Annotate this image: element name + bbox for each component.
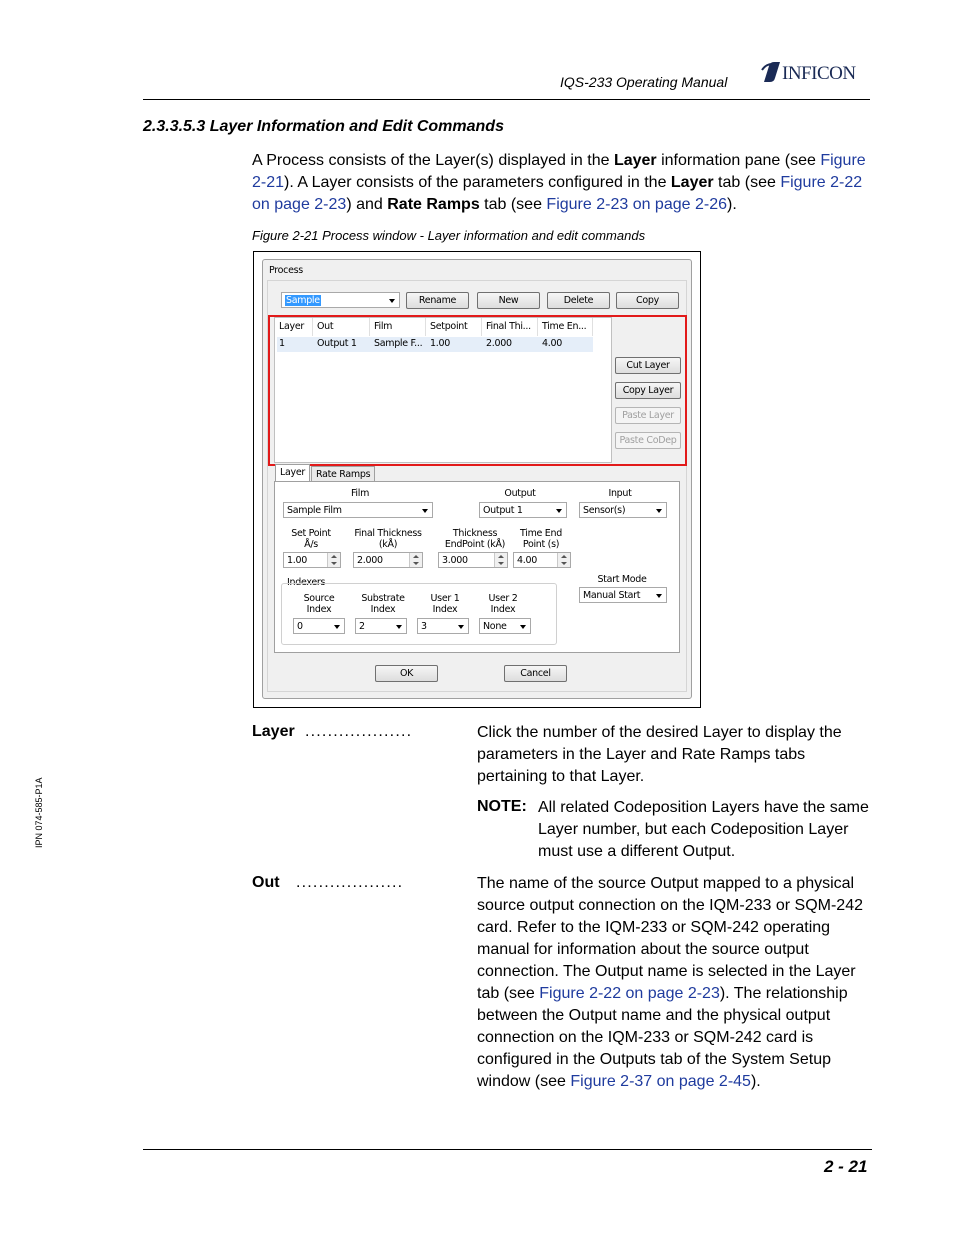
spinner-icon[interactable] [557,553,570,567]
figure-2-22-link[interactable]: Figure 2-22 on page 2-23 [252,174,863,213]
final-thickness-value: 2.000 [357,555,383,566]
spinner-icon[interactable] [494,553,507,567]
window-title: Process [269,265,303,276]
intro-bold: Layer [613,152,657,169]
column-header[interactable]: Time En... [538,318,593,336]
user2-index-value: None [483,621,507,632]
start-mode-select[interactable] [579,587,667,603]
start-mode-value: Manual Start [583,590,641,601]
figure-2-37-link[interactable]: Figure 2-37 on page 2-45 [570,1073,751,1090]
substrate-index-select[interactable] [355,618,407,634]
setpoint-input[interactable] [283,552,341,568]
column-header[interactable]: Setpoint [426,318,482,336]
layer-tab-pane [274,481,680,653]
chevron-down-icon [520,625,526,629]
intro-text: ) and [346,196,388,213]
spinner-icon[interactable] [327,553,340,567]
figure-2-22-link[interactable]: Figure 2-22 on page 2-23 [539,985,720,1002]
time-endpoint-value: 4.00 [517,555,537,566]
cancel-button[interactable]: Cancel [504,665,567,682]
inficon-logo [760,60,872,86]
output-label: Output [504,488,536,499]
intro-bold: Layer [670,174,714,191]
setpoint-value: 1.00 [287,555,307,566]
final-thickness-label: Final Thickness (kÅ) [354,528,422,550]
leader-dots: ................... [305,723,413,740]
spinner-icon[interactable] [409,553,422,567]
intro-text: information pane (see [656,152,821,169]
process-select-value: Sample [286,295,320,306]
indexers-label: Indexers [287,577,326,588]
chevron-down-icon [396,625,402,629]
section-heading: 2.3.3.5.3 Layer Information and Edit Commands [143,118,504,135]
chevron-down-icon [389,299,395,303]
new-button[interactable]: New [477,292,540,309]
chevron-down-icon [656,509,662,513]
out-definition-text: ). The relationship between the Output name and the physical output connection on the IQM-233 or SQM-242 card is configured in the Outputs tab of the System Setup window (see [477,985,848,1090]
figure-caption: Figure 2-21 Process window - Layer information and edit commands [252,228,646,243]
column-header[interactable]: Final Thi... [482,318,538,336]
table-cell: Sample F... [374,338,423,349]
copy-layer-button[interactable]: Copy Layer [615,382,681,399]
input-label: Input [608,488,632,499]
intro-text: tab (see [713,174,781,191]
out-definition-text: The name of the source Output mapped to a physical source output connection on the IQM-233 or SQM-242 card. Refer to the IQM-233 or SQM-242 operating manual for information about the source output connection. The Output name is selected in the Layer tab (see [477,875,863,1002]
note-text: All related Codeposition Layers have the same Layer number, but each Codeposition Layer must use a different Output. [538,799,869,860]
input-select-value: Sensor(s) [583,505,626,516]
substrate-index-value: 2 [359,621,365,632]
intro-text: ). [727,196,737,213]
input-select[interactable] [579,502,667,518]
leader-dots: ................... [296,874,404,891]
output-select[interactable] [479,502,567,518]
ok-button[interactable]: OK [375,665,438,682]
intro-bold: Rate Ramps [387,196,480,213]
film-label: Film [350,488,370,499]
source-index-label: Source Index [303,593,335,615]
thickness-endpoint-label: Thickness EndPoint (kÅ) [444,528,506,550]
table-cell: Output 1 [317,338,357,349]
start-mode-label: Start Mode [597,574,647,585]
film-select[interactable] [283,502,433,518]
figure-2-21-link[interactable]: Figure 2-21 [252,152,866,191]
table-cell: 1.00 [430,338,450,349]
highlight-box [268,315,687,466]
side-code: IPN 074-585-P1A [34,777,44,848]
intro-text: tab (see [479,196,547,213]
column-header[interactable]: Film [370,318,426,336]
substrate-index-label: Substrate Index [361,593,405,615]
setpoint-label: Set Point Å/s [291,528,331,550]
process-window [262,259,692,699]
user1-index-value: 3 [421,621,427,632]
rename-button[interactable]: Rename [406,292,469,309]
header-rule [143,99,870,100]
table-cell: 2.000 [486,338,512,349]
user1-index-label: User 1 Index [430,593,460,615]
chevron-down-icon [334,625,340,629]
logo-text: INFICON [782,63,856,84]
paste-codep-button[interactable]: Paste CoDep [615,432,681,449]
time-endpoint-label: Time End Point (s) [520,528,562,550]
source-index-select[interactable] [293,618,345,634]
out-term: Out [252,874,280,891]
process-window-screenshot [253,251,701,708]
cut-layer-button[interactable]: Cut Layer [615,357,681,374]
time-endpoint-input[interactable] [513,552,571,568]
process-select[interactable] [281,292,400,308]
layer-definition: Click the number of the desired Layer to display the parameters in the Layer and Rate Ramps tabs pertaining to that Layer. [477,724,842,785]
paste-layer-button[interactable]: Paste Layer [615,407,681,424]
thickness-endpoint-value: 3.000 [442,555,468,566]
inficon-logo-icon [760,60,782,84]
user1-index-select[interactable] [417,618,469,634]
table-cell: 4.00 [542,338,562,349]
thickness-endpoint-input[interactable] [438,552,508,568]
user2-index-label: User 2 Index [488,593,518,615]
window-body [267,280,687,692]
note-label: NOTE: [477,798,527,815]
intro-text: ). A Layer consists of the parameters configured in the [284,174,671,191]
out-definition [477,873,873,1093]
source-index-value: 0 [297,621,303,632]
intro-text: A Process consists of the Layer(s) displayed in the [252,152,614,169]
page-number: 2 - 21 [824,1157,868,1176]
final-thickness-input[interactable] [353,552,423,568]
chevron-down-icon [422,509,428,513]
tab-rate-ramps[interactable]: Rate Ramps [311,466,375,482]
intro-paragraph [252,150,872,216]
film-select-value: Sample Film [287,505,342,516]
chevron-down-icon [458,625,464,629]
user2-index-select[interactable] [479,618,531,634]
output-select-value: Output 1 [483,505,523,516]
figure-2-23-link[interactable]: Figure 2-23 on page 2-26 [546,196,727,213]
manual-title: IQS-233 Operating Manual [560,74,728,90]
copy-button[interactable]: Copy [616,292,679,309]
chevron-down-icon [556,509,562,513]
column-header[interactable]: Layer [275,318,313,336]
layer-term: Layer [252,723,295,740]
tab-layer[interactable]: Layer [275,464,310,482]
delete-button[interactable]: Delete [547,292,610,309]
column-header[interactable]: Out [313,318,370,336]
footer-rule [143,1149,872,1150]
table-cell: 1 [279,338,285,349]
out-definition-text: ). [750,1073,761,1090]
chevron-down-icon [656,594,662,598]
